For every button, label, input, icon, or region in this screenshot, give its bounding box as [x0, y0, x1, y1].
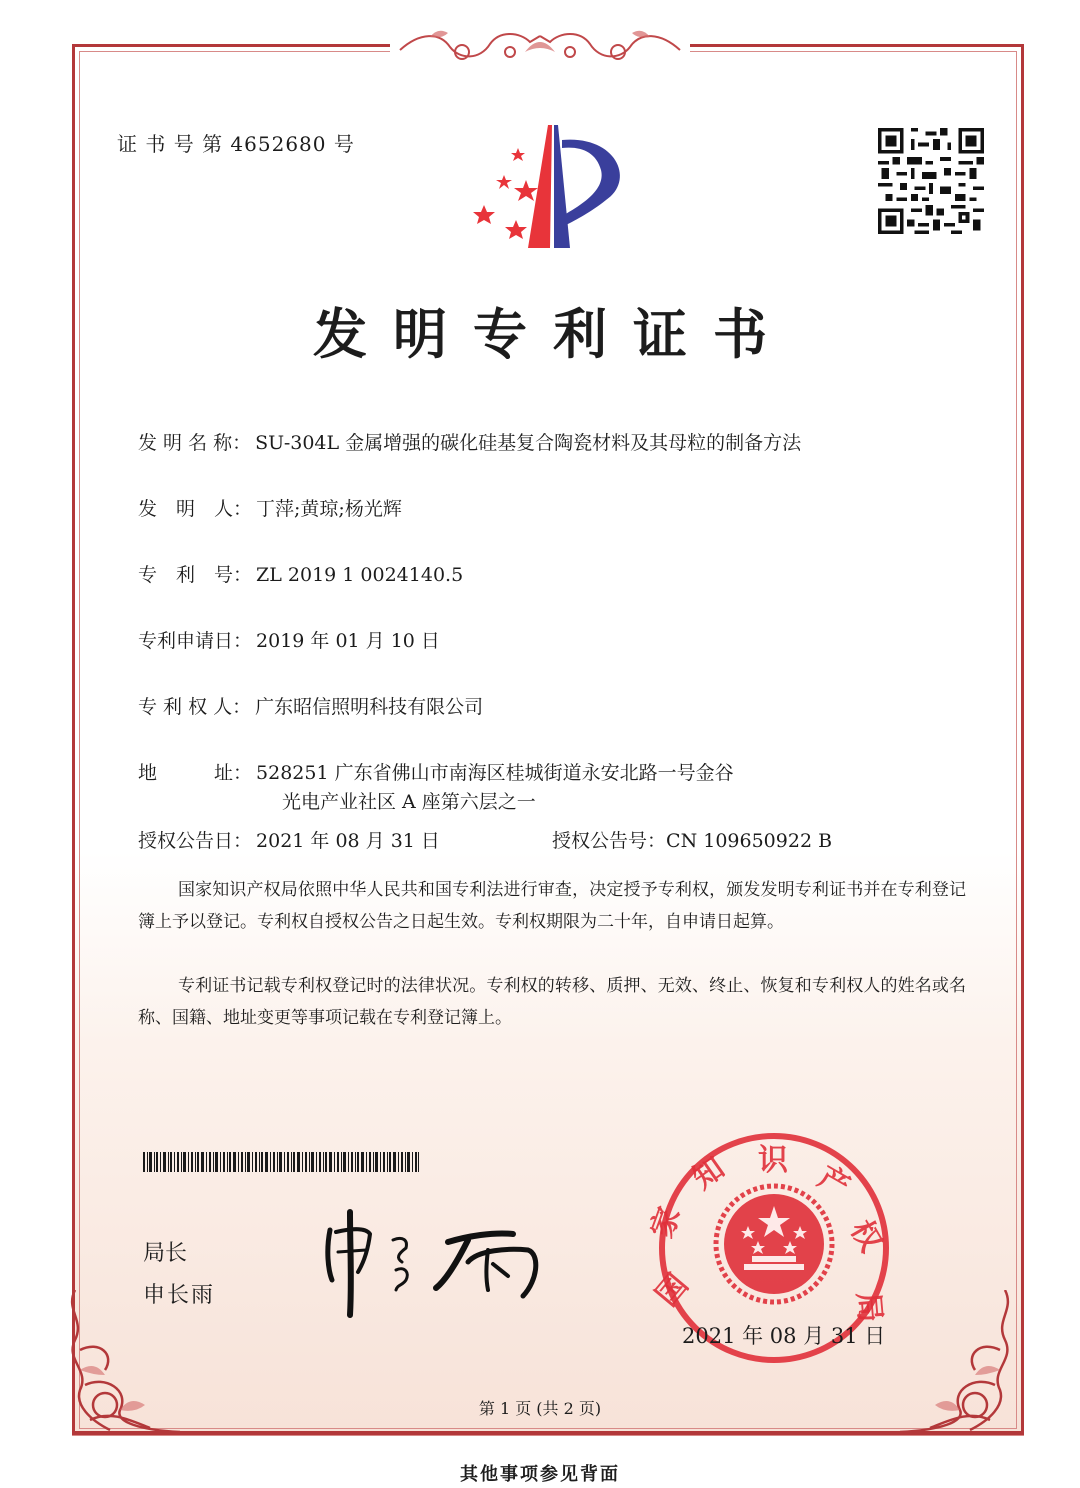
seal-date: 2021 年 08 月 31 日: [682, 1324, 886, 1348]
body-paragraph-1: 国家知识产权局依照中华人民共和国专利法进行审查，决定授予专利权，颁发发明专利证书并在专利登记簿上予以登记。专利权自授权公告之日起生效。专利权期限为二十年，自申请日起算。: [138, 880, 966, 932]
director-title: 局长: [143, 1241, 188, 1266]
field-patent-number: 专 利 号： ZL 2019 1 0024140.5: [138, 564, 464, 586]
inventors-value: 丁萍;黄琼;杨光辉: [256, 498, 402, 520]
filing-date-value: 2019 年 01 月 10 日: [256, 630, 440, 652]
body-paragraph-2: 专利证书记载专利权登记时的法律状况。专利权的转移、质押、无效、终止、恢复和专利权人的姓名或名称、国籍、地址变更等事项记载在专利登记簿上。: [138, 976, 966, 1028]
cnipa-logo-icon: [466, 120, 636, 250]
field-patentee: 专 利 权 人： 广东昭信照明科技有限公司: [138, 696, 484, 718]
field-invention-name: 发 明 名 称： SU-304L 金属增强的碳化硅基复合陶瓷材料及其母粒的制备方法: [138, 432, 802, 454]
director-name: 申长雨: [143, 1283, 216, 1308]
page-number: 第 1 页 (共 2 页): [478, 1399, 602, 1418]
address-value-line2: 光电产业社区 A 座第六层之一: [282, 791, 536, 813]
top-ornament-icon: [390, 22, 690, 72]
field-inventors: 发 明 人： 丁萍;黄琼;杨光辉: [138, 498, 402, 520]
certificate-number: 证 书 号 第 4652680 号: [117, 132, 355, 156]
filing-date-label: 专利申请日: [138, 630, 234, 652]
svg-text:知: 知: [686, 1150, 732, 1197]
bottom-border-rule: [72, 1431, 1024, 1436]
field-filing-date: 专利申请日： 2019 年 01 月 10 日: [138, 630, 440, 652]
svg-text:家: 家: [644, 1202, 688, 1243]
invention-name-value: SU-304L 金属增强的碳化硅基复合陶瓷材料及其母粒的制备方法: [255, 432, 802, 454]
barcode-icon: [143, 1152, 419, 1172]
patentee-label: 专 利 权 人: [138, 696, 233, 718]
certificate-title: 发明专利证书: [313, 302, 793, 366]
svg-text:识: 识: [758, 1143, 788, 1178]
grant-date-value: 2021 年 08 月 31 日: [256, 830, 440, 852]
qr-code-icon[interactable]: [878, 128, 984, 234]
svg-text:局: 局: [850, 1290, 888, 1324]
grant-number-value: CN 109650922 B: [666, 830, 833, 852]
invention-name-label: 发 明 名 称: [138, 432, 233, 454]
field-grant-number: 授权公告号：CN 109650922 B: [552, 830, 833, 852]
svg-text:国: 国: [649, 1267, 696, 1314]
address-label: 地 址: [138, 762, 234, 784]
address-value-line1: 528251 广东省佛山市南海区桂城街道永安北路一号金谷: [256, 762, 734, 784]
patentee-value: 广东昭信照明科技有限公司: [255, 696, 484, 718]
field-address: 地 址： 528251 广东省佛山市南海区桂城街道永安北路一号金谷: [138, 762, 734, 784]
patent-number-label: 专 利 号: [138, 564, 234, 586]
patent-number-value: ZL 2019 1 0024140.5: [256, 564, 464, 586]
signature-icon: [318, 1200, 568, 1320]
back-page-note: 其他事项参见背面: [460, 1464, 620, 1485]
field-grant-date: 授权公告日： 2021 年 08 月 31 日: [138, 830, 440, 852]
grant-date-label: 授权公告日: [138, 830, 234, 852]
inventors-label: 发 明 人: [138, 498, 234, 520]
svg-text:权: 权: [843, 1214, 889, 1258]
grant-number-label: 授权公告号: [552, 830, 648, 852]
svg-text:产: 产: [812, 1159, 856, 1205]
